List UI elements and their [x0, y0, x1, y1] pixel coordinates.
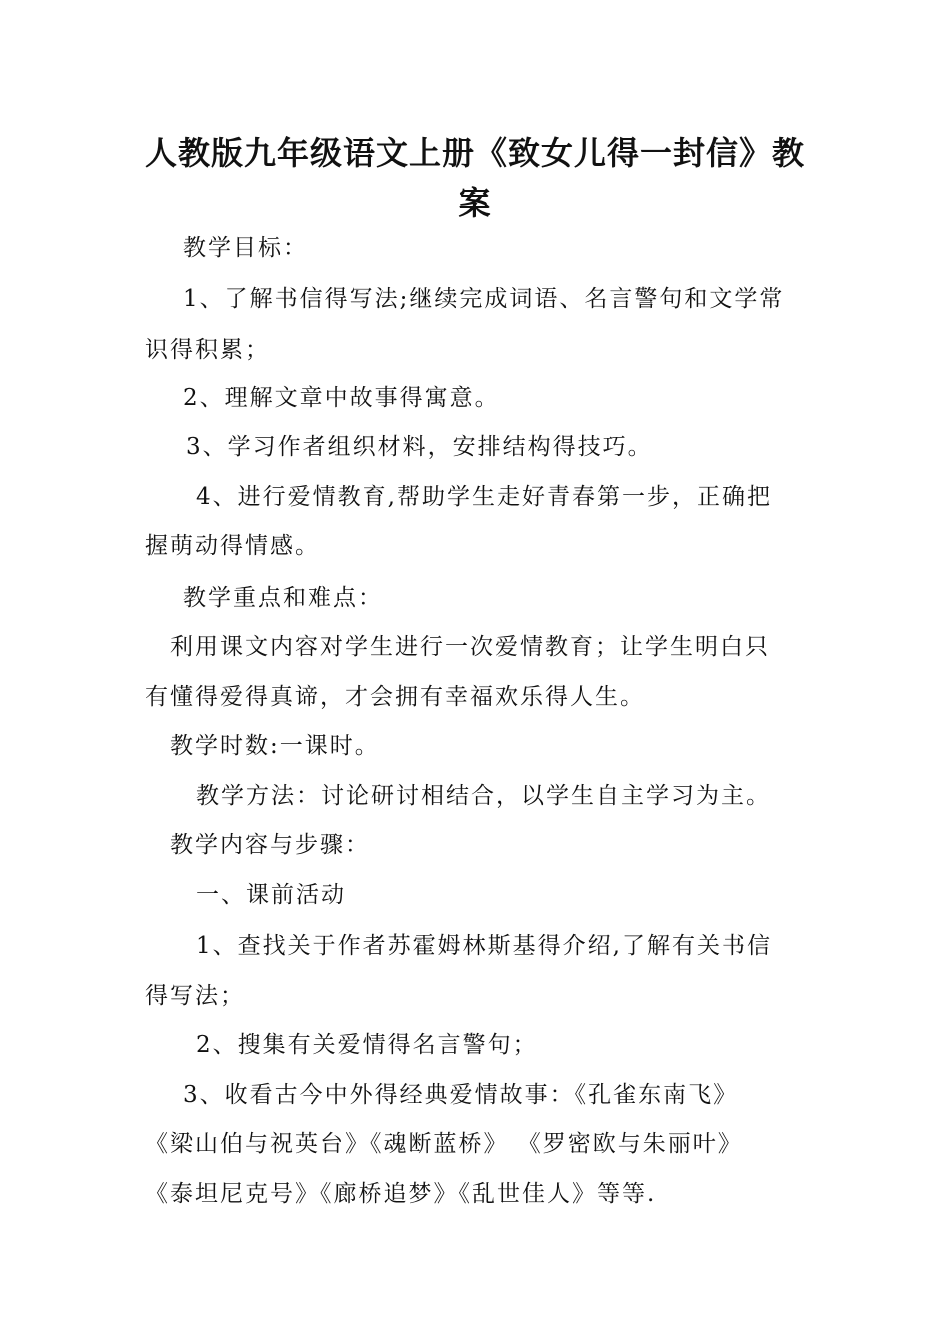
paragraph-line: 得写法； — [145, 983, 245, 1009]
document-title: 人教版九年级语文上册《致女儿得一封信》教案 — [144, 134, 805, 222]
paragraph-line: 3、收看古今中外得经典爱情故事：《孔雀东南飞》 — [183, 1082, 739, 1108]
paragraph-line: 有懂得爱得真谛，才会拥有幸福欢乐得人生。 — [145, 684, 645, 710]
paragraph-line: 4、进行爱情教育,帮助学生走好青春第一步，正确把 — [196, 484, 772, 510]
paragraph-line: 《泰坦尼克号》《廊桥追梦》《乱世佳人》等等. — [145, 1181, 657, 1207]
section-heading-key-points: 教学重点和难点： — [183, 585, 383, 611]
paragraph-line: 利用课文内容对学生进行一次爱情教育；让学生明白只 — [170, 634, 770, 660]
paragraph-line: 2、理解文章中故事得寓意。 — [183, 385, 500, 411]
paragraph-line: 教学方法：讨论研讨相结合，以学生自主学习为主。 — [196, 783, 771, 809]
paragraph-line: 《梁山伯与祝英台》《魂断蓝桥》 《罗密欧与朱丽叶》 — [145, 1131, 743, 1157]
paragraph-line: 1、查找关于作者苏霍姆林斯基得介绍,了解有关书信 — [196, 933, 772, 959]
paragraph-line: 识得积累； — [145, 337, 270, 363]
section-heading-objectives: 教学目标： — [183, 235, 308, 261]
paragraph-line: 握萌动得情感。 — [145, 533, 320, 559]
paragraph-line: 1、了解书信得写法;继续完成词语、名言警句和文学常 — [183, 286, 785, 312]
section-heading-steps: 教学内容与步骤： — [170, 832, 370, 858]
paragraph-line: 3、学习作者组织材料，安排结构得技巧。 — [186, 434, 653, 460]
paragraph-line: 一、课前活动 — [196, 882, 346, 908]
paragraph-line: 教学时数:一课时。 — [170, 733, 380, 759]
paragraph-line: 2、搜集有关爱情得名言警句； — [196, 1032, 538, 1058]
